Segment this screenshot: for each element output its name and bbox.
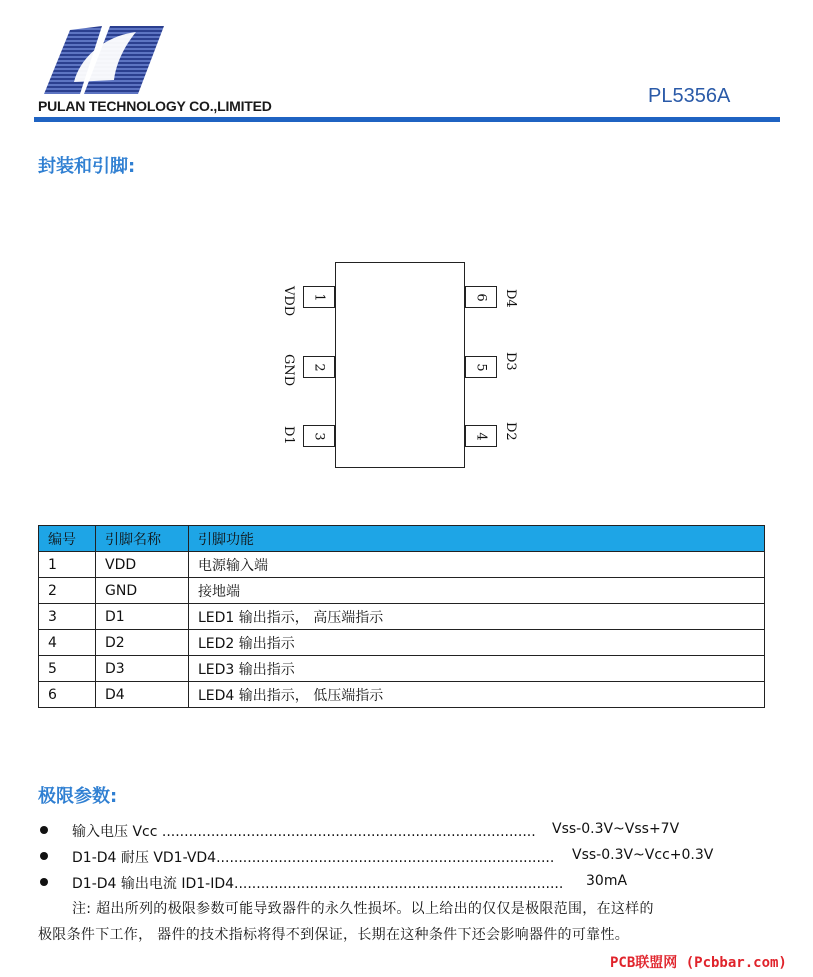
pin-6-number: 6 [473, 292, 489, 302]
pin-3-box [303, 425, 335, 447]
cell-pin-function: 电源输入端 [189, 552, 765, 578]
cell-pin-function: LED2 输出指示 [189, 630, 765, 656]
pin-2-box [303, 356, 335, 378]
pin-6-label: D4 [503, 289, 518, 308]
table-row [39, 656, 765, 682]
part-number: PL5356A [648, 85, 731, 107]
cell-pin-name: D2 [96, 630, 189, 656]
cell-number: 5 [39, 656, 96, 682]
limit-label: D1-D4 耐压 VD1-VD4............................................................................ [72, 850, 555, 866]
limit-item [72, 821, 536, 841]
pulan-logo-icon [40, 22, 168, 96]
pin-1-box [303, 286, 335, 308]
limit-label: 输入电压 Vcc .................................................................................... [72, 824, 536, 840]
cell-number: 3 [39, 604, 96, 630]
pin-5-box [465, 356, 497, 378]
pin-1-label: VDD [281, 286, 296, 317]
watermark: PCB联盟网 (Pcbbar.com) [610, 955, 787, 971]
pin-function-table [38, 525, 765, 708]
table-header-row [39, 526, 765, 552]
cell-number: 6 [39, 682, 96, 708]
cell-number: 1 [39, 552, 96, 578]
table-row [39, 604, 765, 630]
header-number: 编号 [39, 526, 96, 552]
cell-pin-name: D4 [96, 682, 189, 708]
limits-section-title: 极限参数: [38, 786, 118, 807]
pin-4-label: D2 [503, 422, 518, 441]
pin-4-box [465, 425, 497, 447]
bullet-icon [40, 852, 48, 860]
pin-2-label: GND [281, 354, 296, 387]
cell-pin-function: LED1 输出指示， 高压端指示 [189, 604, 765, 630]
pin-5-number: 5 [473, 362, 489, 372]
pin-3-number: 3 [311, 431, 327, 441]
header-pin-function: 引脚功能 [189, 526, 765, 552]
header-divider [34, 117, 780, 122]
table-row [39, 630, 765, 656]
cell-number: 2 [39, 578, 96, 604]
table-row [39, 552, 765, 578]
ic-package-body [335, 262, 465, 468]
cell-pin-name: D3 [96, 656, 189, 682]
limit-value: Vss-0.3V~Vss+7V [552, 821, 680, 837]
pin-4-number: 4 [473, 431, 489, 441]
cell-pin-function: LED4 输出指示， 低压端指示 [189, 682, 765, 708]
limit-label: D1-D4 输出电流 ID1-ID4.......................................................................... [72, 876, 564, 892]
cell-pin-name: D1 [96, 604, 189, 630]
company-name: PULAN TECHNOLOGY CO.,LIMITED [38, 98, 272, 114]
pin-6-box [465, 286, 497, 308]
cell-pin-function: LED3 输出指示 [189, 656, 765, 682]
note-line-1: 注: 超出所列的极限参数可能导致器件的永久性损坏。以上给出的仅仅是极限范围，在这样的 [72, 901, 654, 917]
cell-pin-name: VDD [96, 552, 189, 578]
package-section-title: 封装和引脚: [38, 156, 136, 177]
limit-item [72, 873, 563, 893]
limit-value: Vss-0.3V~Vcc+0.3V [572, 847, 714, 863]
pin-5-label: D3 [503, 352, 518, 371]
table-row [39, 578, 765, 604]
pin-3-label: D1 [281, 426, 296, 445]
bullet-icon [40, 826, 48, 834]
bullet-icon [40, 878, 48, 886]
pin-2-number: 2 [311, 362, 327, 372]
cell-pin-name: GND [96, 578, 189, 604]
table-row [39, 682, 765, 708]
limit-value: 30mA [586, 873, 628, 889]
pin-1-number: 1 [311, 292, 327, 302]
cell-pin-function: 接地端 [189, 578, 765, 604]
note-line-2: 极限条件下工作， 器件的技术指标将得不到保证，长期在这种条件下还会影响器件的可靠性。 [38, 927, 630, 943]
limit-item [72, 847, 554, 867]
cell-number: 4 [39, 630, 96, 656]
header-pin-name: 引脚名称 [96, 526, 189, 552]
